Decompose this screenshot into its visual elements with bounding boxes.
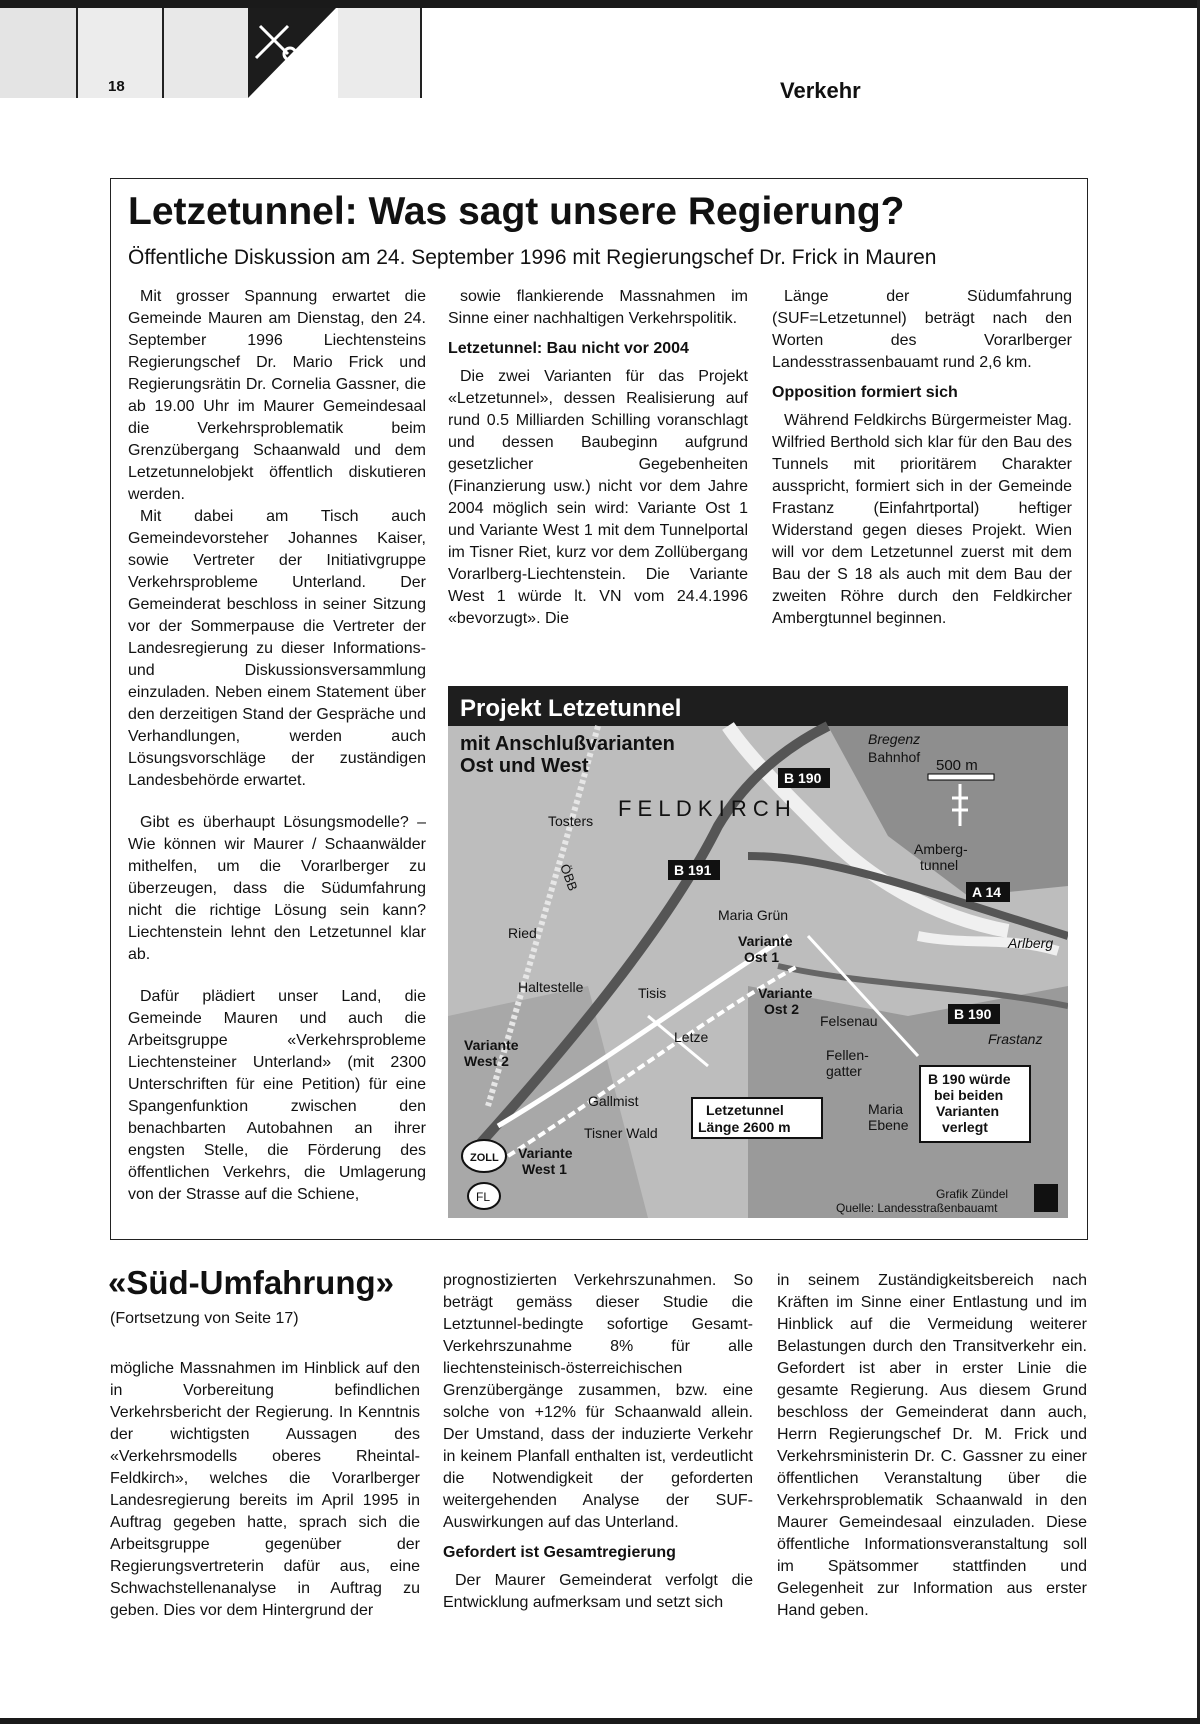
note-text: B 190 würde — [928, 1071, 1011, 1087]
article-title: Letzetunnel: Was sagt unsere Regierung? — [128, 190, 905, 233]
bottom-border — [0, 1718, 1200, 1724]
map-label: ÖBB — [557, 861, 581, 893]
paragraph: Während Feldkirchs Bürgermeister Mag. Wilfried Berthold sich klar für den Bau des Tunnels mit prioritärem Charakter ausspricht, formiert sich in der Gemeinde Frastanz (Einfahrtportal) heftiger Widerstand gegen dieses Projekt. Wien will vor dem Letzetunnel zuerst mit dem Bau der S 18 als auch mit dem Bau der zweiten Röhre durch den Feldkircher Ambergtunnel beginnen. — [772, 412, 1072, 627]
road-badge-label: B 190 — [784, 770, 822, 786]
map-label: Letze — [674, 1029, 709, 1045]
paragraph: Mit dabei am Tisch auch Gemeindevorsteher Johannes Kaiser, sowie Vertreter der Initiativgruppe Verkehrsprobleme Unterland. Der Gemeinderat beschloss in seiner Sitzung vor der Sommerpause die Vertreter der Landesregierung zu dieser Informations- und Diskussionsversammlung einzuladen. Neben einem Statement über den derzeitigen Stand der Gespräche und Verhandlungen, werden auch Lösungsvorschläge der zuständigen Landesbehörde erwartet. — [128, 508, 426, 789]
map-label: West 2 — [464, 1053, 509, 1069]
header-box-3 — [164, 8, 250, 98]
map-label: Haltestelle — [518, 979, 584, 995]
map-label: Variante — [464, 1037, 519, 1053]
header-strip — [0, 8, 420, 98]
map-label: Ried — [508, 925, 537, 941]
article-subtitle: Öffentliche Diskussion am 24. September 1996 mit Regierungschef Dr. Frick in Mauren — [128, 246, 937, 269]
map-label: Tosters — [548, 813, 594, 829]
road-badge-label: B 191 — [674, 862, 712, 878]
article-column-2 — [448, 286, 748, 630]
map-label: West 1 — [522, 1161, 567, 1177]
map-label: Frastanz — [988, 1031, 1043, 1047]
customs-label: ZOLL — [470, 1152, 499, 1164]
section-title: Verkehr — [780, 78, 861, 103]
paragraph: Mit grosser Spannung erwartet die Gemeinde Mauren am Dienstag, den 24. September 1996 Liechtensteins Regierungschef Dr. Mario Frick und Regierungsrätin Dr. Cornelia Gassner, die ab 19.00 Uhr im Maurer Gemeindesaal die Verkehrsproblematik beim Grenzübergang Schaanwald und dem Letzetunnelobjekt öffentlich diskutieren werden. — [128, 288, 426, 503]
map-label: Arlberg — [1008, 935, 1054, 951]
subheading: Opposition formiert sich — [772, 384, 958, 401]
paragraph: Dafür plädiert unser Land, die Gemeinde Mauren und auch die Arbeitsgruppe «Verkehrsprobleme Liechtensteiner Unterland» (mit 2300 Unterschriften für eine Petition) für eine Spangenfunktion zwischen den benachbarten Autobahnen an ihrer engsten Stelle, die Förderung des öffentlichen Verkehrs, die Umlagerung von der Strasse auf die Schiene, — [128, 988, 426, 1203]
continuation-column-3 — [777, 1270, 1087, 1622]
map-label: Ost 2 — [764, 1001, 800, 1017]
article-column-1 — [128, 286, 426, 1206]
map-label: Tisner Wald — [584, 1125, 658, 1141]
country-label: FL — [476, 1190, 491, 1204]
road-badge-label: B 190 — [954, 1006, 992, 1022]
road-badge-label: A 14 — [972, 884, 1002, 900]
continuation-column-2 — [443, 1270, 753, 1614]
map-label: Gallmist — [588, 1093, 639, 1109]
paragraph: Der Maurer Gemeinderat verfolgt die Entwicklung aufmerksam und setzt sich — [443, 1572, 753, 1611]
map-subtitle: Ost und West — [460, 755, 589, 777]
article-column-3 — [772, 286, 1072, 630]
map-label: Variante — [738, 933, 793, 949]
tunnel-label: Länge 2600 m — [698, 1119, 791, 1135]
tunnel-label: Letzetunnel — [706, 1102, 784, 1118]
map-label: Fellen- — [826, 1047, 869, 1063]
map-label: Ost 1 — [744, 949, 780, 965]
map-city-label: F E L D K I R C H — [618, 796, 791, 821]
map-label: Amberg- — [914, 841, 968, 857]
map-label: Maria — [868, 1101, 904, 1117]
paragraph: Die zwei Varianten für das Projekt «Letzetunnel», dessen Realisierung auf rund 0.5 Milliarden Schilling voranschlagt und dessen Baubeginn aufgrund gesetzlicher Gegebenheiten (Finanzierung usw.) nicht vor dem Jahre 2004 möglich sein wird: Variante Ost 1 und Variante West 1 mit dem Tunnelportal im Tisner Riet, kurz vor dem Zollübergang Vorarlberg-Liechtenstein. Die Variante West 1 würde lt. VN vom 24.4.1996 «bevorzugt». Die — [448, 368, 748, 627]
header-box-4 — [338, 8, 422, 98]
note-text: Varianten — [936, 1103, 1000, 1119]
tools-emblem-icon — [248, 8, 338, 98]
continuation-column-1 — [110, 1358, 420, 1622]
paragraph: in seinem Zuständigkeitsbereich nach Kräften im Sinne einer Entlastung und im Hinblick auf die Vermeidung weiterer Belastungen durch den Transitverkehr ein. Gefordert ist aber in erster Linie die gesamte Regierung. Aus diesem Grund beschloss der Gemeinderat dann auch, Herrn Regierungschef Dr. M. Frick und Verkehrsministerin Dr. C. Gassner zu einer öffentlichen Veranstaltung über die Verkehrsproblematik Schaanwald in den Maurer Gemeindesaal einzuladen. Diese öffentliche Informationsveranstaltung soll im Spätsommer stattfinden und Gelegenheit zur Information aus erster Hand geben. — [777, 1272, 1087, 1619]
map-label: Ebene — [868, 1117, 909, 1133]
header-box-1 — [0, 8, 78, 98]
paragraph: Länge der Südumfahrung (SUF=Letzetunnel) beträgt nach den Worten des Vorarlberger Landesstrassenbauamt rund 2,6 km. — [772, 288, 1072, 371]
note-text: bei beiden — [934, 1087, 1004, 1103]
note-text: verlegt — [942, 1119, 988, 1135]
top-border — [0, 0, 1200, 8]
map-label: Felsenau — [820, 1013, 878, 1029]
subheading: Gefordert ist Gesamtregierung — [443, 1544, 676, 1561]
paragraph: mögliche Massnahmen im Hinblick auf den in Vorbereitung befindlichen Verkehrsbericht der Regierung. In Kenntnis der wichtigsten Aussagen des «Verkehrsmodells oberes Rheintal-Feldkirch», welches die Vorarlberger Landesregierung bereits im April 1995 in Auftrag gegeben hatte, sprach sich die Arbeitsgruppe gegenüber der Regierungsvertreterin dafür aus, eine Schwachstellenanalyse in Auftrag zu geben. Dies vor dem Hintergrund der — [110, 1360, 420, 1619]
map-label: Variante — [758, 985, 813, 1001]
continuation-title: «Süd-Umfahrung» — [108, 1264, 395, 1301]
map-label: Tisis — [638, 985, 667, 1001]
credit-text: Grafik Zündel — [936, 1187, 1009, 1201]
subheading: Letzetunnel: Bau nicht vor 2004 — [448, 340, 689, 357]
paragraph: sowie flankierende Massnahmen im Sinne einer nachhaltigen Verkehrspolitik. — [448, 288, 748, 327]
map-label: gatter — [826, 1063, 862, 1079]
credit-text: Quelle: Landesstraßenbauamt — [836, 1201, 998, 1215]
map-label: Bahnhof — [868, 749, 921, 765]
map-subtitle: mit Anschlußvarianten — [460, 733, 675, 755]
project-map — [448, 686, 1068, 1218]
map-label: Bregenz — [868, 731, 921, 747]
continuation-note: (Fortsetzung von Seite 17) — [110, 1310, 299, 1327]
paragraph: prognostizierten Verkehrszunahmen. So beträgt gemäss dieser Studie die Letztunnel-bedingte sofortige Gesamt-Verkehrszunahme 8% für alle liechtensteinisch-österreichischen Grenzübergänge zusammen, bzw. eine solche von +12% für Schaanwald allein. Der Umstand, dass der induzierte Verkehr in keinem Planfall enthalten ist, verdeutlicht die Notwendigkeit der geforderten weitergehenden Analyse der SUF-Auswirkungen auf das Unterland. — [443, 1272, 753, 1531]
map-label: Maria Grün — [718, 907, 789, 923]
paragraph: Gibt es überhaupt Lösungsmodelle? – Wie können wir Maurer / Schaanwälder mithelfen, um die Vorarlberger zu überzeugen, dass die Südumfahrung nicht die richtige Lösung sein kann? Liechtenstein lehnt den Letzetunnel klar ab. — [128, 814, 426, 963]
scale-label: 500 m — [936, 757, 978, 774]
logo-icon — [1034, 1184, 1058, 1212]
page-number: 18 — [108, 78, 125, 95]
map-label: Variante — [518, 1145, 573, 1161]
map-label: tunnel — [920, 857, 959, 873]
map-title: Projekt Letzetunnel — [460, 695, 682, 722]
scale-bar — [928, 774, 994, 780]
